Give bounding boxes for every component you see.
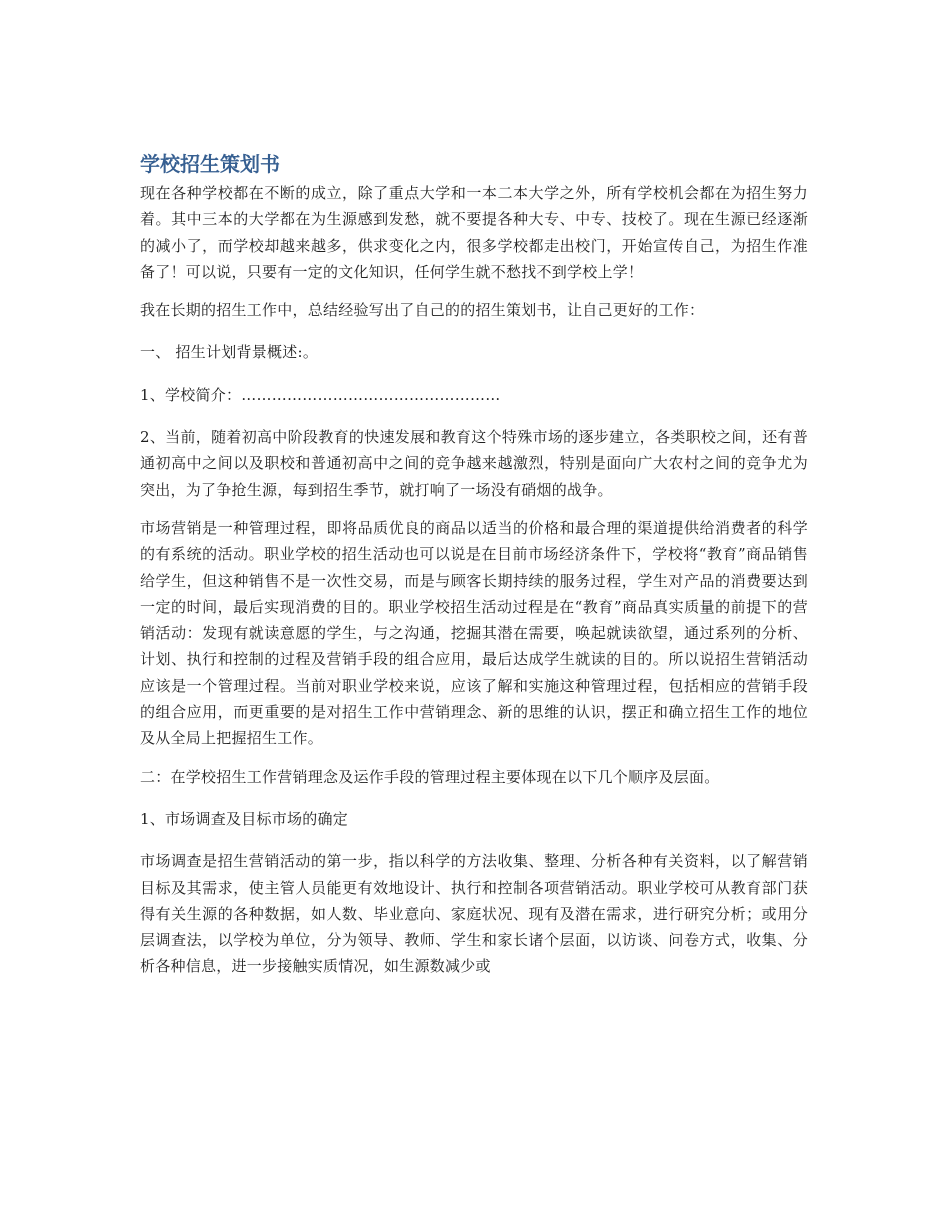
market-research-paragraph: 市场调查是招生营销活动的第一步，指以科学的方法收集、整理、分析各种有关资料，以了解营销目标及其需求，使主管人员能更有效地设计、执行和控制各项营销活动。职业学校可从教育部门获得有关生源的各种数据，如人数、毕业意向、家庭状况、现有及潜在需求，进行研究分析；或用分层调查法，以学校为单位，分为领导、教师、学生和家长诸个层面，以访谈、问卷方式，收集、分析各种信息，进一步接触实质情况，如生源数减少或	[140, 852, 808, 976]
document-body	[140, 150, 808, 992]
marketing-paragraph: 市场营销是一种管理过程，即将品质优良的商品以适当的价格和最合理的渠道提供给消费者的科学的有系统的活动。职业学校的招生活动也可以说是在目前市场经济条件下，学校将“教育”商品销售给学生，但这种销售不是一次性交易，而是与顾客长期持续的服务过程，学生对产品的消费要达到一定的时间，最后实现消费的目的。职业学校招生活动过程是在“教育”商品真实质量的前提下的营销活动：发现有就读意愿的学生，与之沟通，挖掘其潜在需要，唤起就读欲望，通过系列的分析、计划、执行和控制的过程及营销手段的组合应用，最后达成学生就读的目的。所以说招生营销活动应该是一个管理过程。当前对职业学校来说，应该了解和实施这种管理过程，包括相应的营销手段的组合应用，而更重要的是对招生工作中营销理念、新的思维的认识，摆正和确立招生工作的地位及从全局上把握招生工作。	[140, 518, 808, 748]
competition-paragraph: 2、当前，随着初高中阶段教育的快速发展和教育这个特殊市场的逐步建立，各类职校之间，还有普通初高中之间以及职校和普通初高中之间的竞争越来越激烈，特别是面向广大农村之间的竞争尤为突出，为了争抢生源，每到招生季节，就打响了一场没有硝烟的战争。	[140, 428, 808, 499]
subsection-heading-1: 1、市场调查及目标市场的确定	[140, 809, 349, 828]
intro-paragraph: 现在各种学校都在不断的成立，除了重点大学和一本二本大学之外，所有学校机会都在为招生努力着。其中三本的大学都在为生源感到发愁，就不要提各种大专、中专、技校了。现在生源已经逐渐的减小了，而学校却越来越多，供求变化之内，很多学校都走出校门，开始宣传自己，为招生作准备了！可以说，只要有一定的文化知识，任何学生就不愁找不到学校上学！	[140, 184, 808, 281]
section-heading-2: 二：在学校招生工作营销理念及运作手段的管理过程主要体现在以下几个顺序及层面。	[140, 767, 720, 786]
summary-paragraph: 我在长期的招生工作中，总结经验写出了自己的的招生策划书，让自己更好的工作：	[140, 301, 705, 320]
section-heading-1: 一、 招生计划背景概述:。	[140, 343, 319, 362]
school-intro-line: 1、学校简介：……………………………………………	[140, 385, 501, 404]
document-title: 学校招生策划书	[140, 152, 280, 176]
